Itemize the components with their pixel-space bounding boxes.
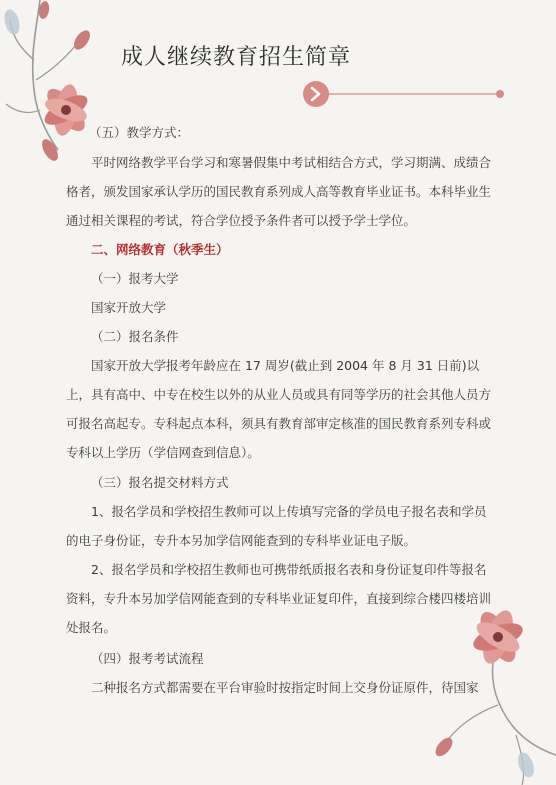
subheading-requirements: （二）报名条件	[91, 329, 179, 344]
subheading-exam-process: （四）报考考试流程	[91, 651, 204, 666]
chevron-right-circle-icon	[303, 81, 329, 107]
paragraph-requirements: 国家开放大学报考年龄应在 17 周岁(截止到 2004 年 8 月 31 日前)以上，具有高中、中专在校生以外的从业人员或具有同等学历的社会其他人员方可报名高起专。专科起点本科，须具有教育部审定核准的国民教育系列专科或专科以上学历（学信网查到信息）。	[66, 358, 492, 460]
subheading-university: （一）报考大学	[91, 271, 179, 286]
subheading-submission: （三）报名提交材料方式	[91, 475, 229, 490]
paragraph-submission-1: 1、报名学员和学校招生教师可以上传填写完备的学员电子报名表和学员的电子身份证，专升本另加学信网能查到的专科毕业证电子版。	[66, 504, 487, 548]
flower-decoration-bottom-right	[426, 595, 556, 785]
section-heading-teaching-method: （五）教学方式：	[89, 125, 190, 140]
title-divider	[298, 80, 508, 108]
part-heading-online-education: 二、网络教育（秋季生）	[91, 242, 229, 257]
paragraph-exam-process: 二种报名方式都需要在平台审验时按指定时间上交身份证原件，待国家	[91, 680, 479, 695]
paragraph-university: 国家开放大学	[91, 300, 167, 315]
page-title: 成人继续教育招生简章	[121, 45, 352, 70]
paragraph-submission-2: 2、报名学员和学校招生教师也可携带纸质报名表和身份证复印件等报名资料，专升本另加学信网能查到的专科毕业证复印件，直接到综合楼四楼培训处报名。	[66, 562, 492, 635]
paragraph-teaching-method: 平时网络教学平台学习和寒暑假集中考试相结合方式，学习期满、成绩合格者，颁发国家承认学历的国民教育系列成人高等教育毕业证书。本科毕业生通过相关课程的考试，符合学位授予条件者可以授予学士学位。	[66, 155, 492, 228]
